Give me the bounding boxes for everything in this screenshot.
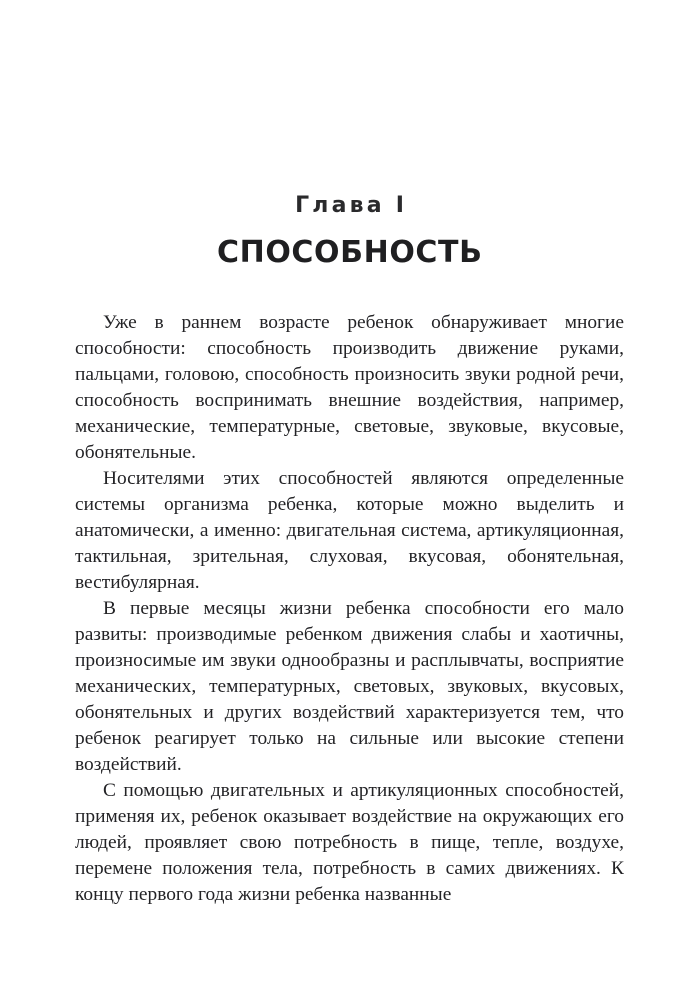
paragraph: В первые месяцы жизни ребенка способности его мало развиты: производимые ребенком движения слабы и хаотичны, произносимые им звуки однообразны и расплывчаты, восприятие механических, температурных, световых, звуковых, вкусовых, обонятельных и других воздействий характеризуется тем, что ребенок реагирует только на сильные или высокие степени воздействий. bbox=[75, 598, 624, 775]
page-title: СПОСОБНОСТЬ bbox=[217, 235, 483, 270]
body-text-block bbox=[75, 310, 624, 908]
chapter-label: Глава I bbox=[295, 193, 408, 218]
paragraph: С помощью двигательных и артикуляционных способностей, применяя их, ребенок оказывает воздействие на окружающих его людей, проявляет свою потребность в пище, тепле, воздухе, перемене положения тела, потребность в самих движениях. К концу первого года жизни ребенка названные bbox=[75, 780, 624, 905]
paragraph: Уже в раннем возрасте ребенок обнаруживает многие способности: способность производить движение руками, пальцами, головою, способность произносить звуки родной речи, способность воспринимать внешние воздействия, например, механические, температурные, световые, звуковые, вкусовые, обонятельные. bbox=[75, 312, 624, 463]
paragraph: Носителями этих способностей являются определенные системы организма ребенка, которые можно выделить и анатомически, а именно: двигательная система, артикуляционная, тактильная, зрительная, слуховая, вкусовая, обонятельная, вестибулярная. bbox=[75, 468, 624, 593]
